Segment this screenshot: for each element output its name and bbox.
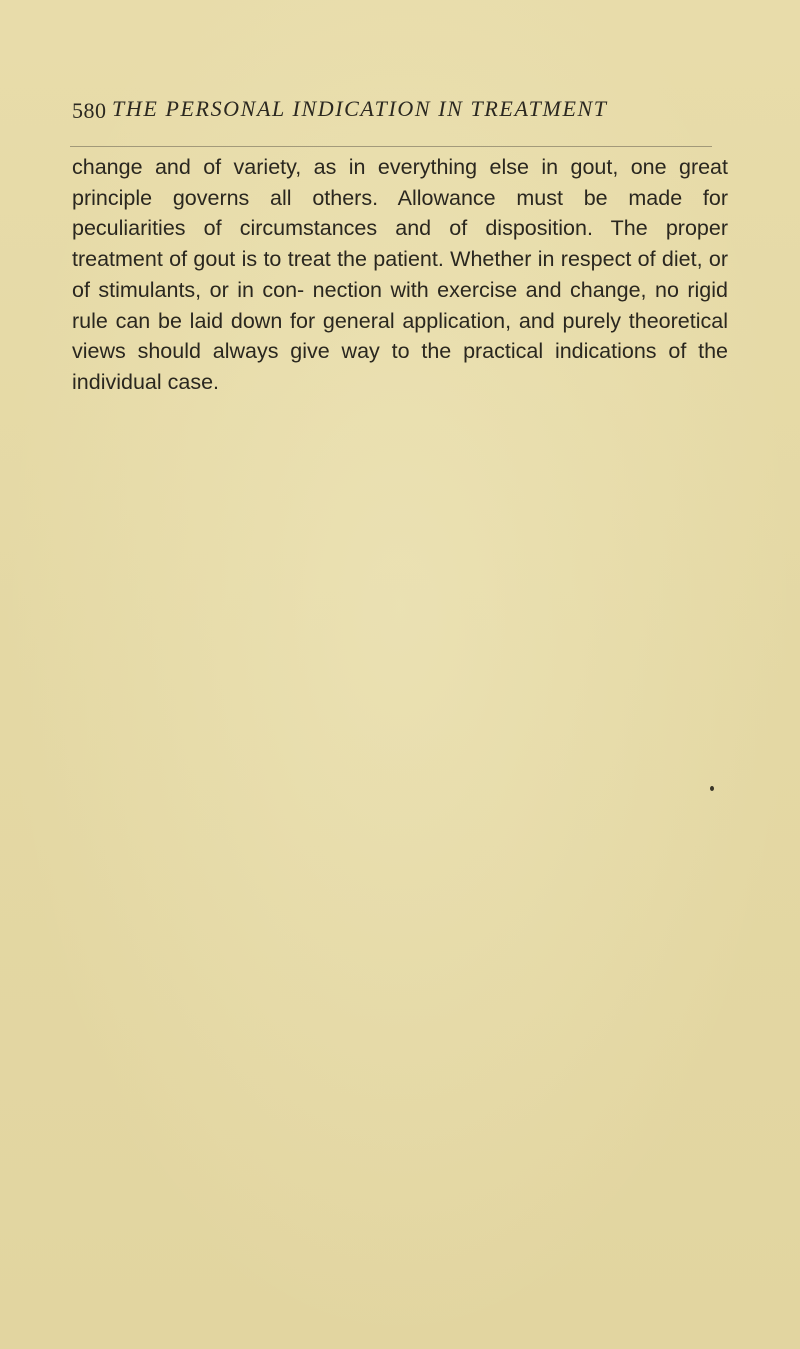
header-divider <box>70 146 712 147</box>
running-title: THE PERSONAL INDICATION IN TREATMENT <box>112 96 608 121</box>
page-header <box>72 96 712 136</box>
ink-speck <box>710 786 714 791</box>
body-paragraph: change and of variety, as in everything else in gout, one great principle governs all others. Allowance must be made for peculiarities of circumstances and of disposition. The proper treatment of gout is to treat the patient. Whether in respect of diet, or of stimulants, or in con- nection with exercise and change, no rigid rule can be laid down for general application, and purely theoretical views should always give way to the practical indications of the individual case. <box>72 155 728 394</box>
page-number: 580 <box>72 98 107 123</box>
